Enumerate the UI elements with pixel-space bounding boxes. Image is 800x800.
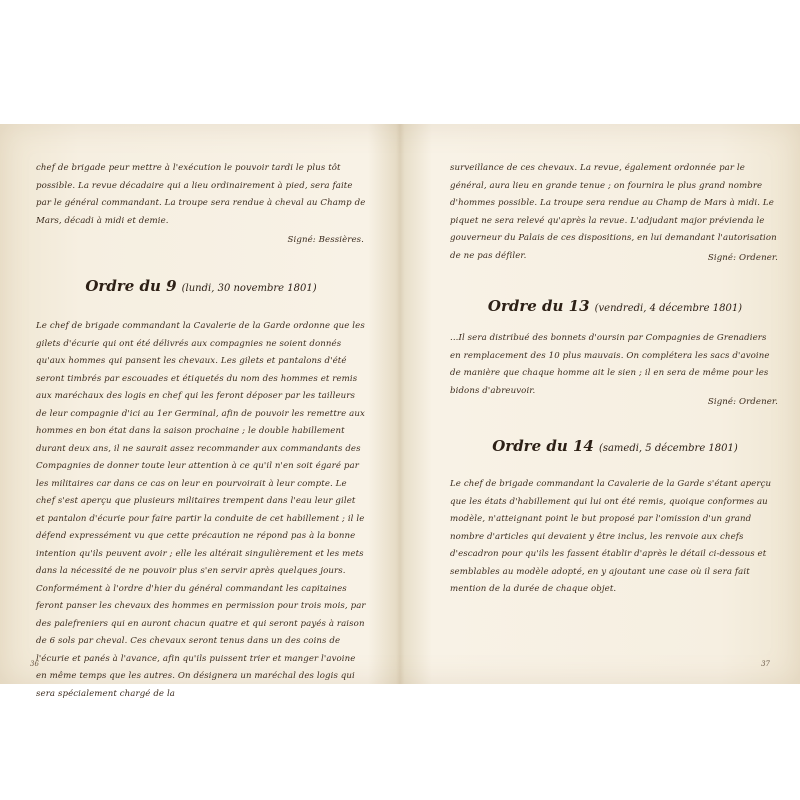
order-date: (vendredi, 4 décembre 1801) <box>594 303 743 314</box>
order-9-text: Le chef de brigade commandant la Cavalerie de la Garde ordonne que les gilets d'écurie qui ont été délivrés aux compagnies ne soient donnés qu'aux hommes qui pansent les chevaux. Les gilets et pantalons d'été seront timbrés par escouades et étiquetés du nom des hommes et remis aux maréchaux des logis en chef qui les feront déposer par les tailleurs de leur compagnie d'ici au 1er Germinal, afin de pouvoir les remettre aux hommes en bon état dans la saison prochaine ; le double habillement durant deux ans, il ne saurait assez recommander aux commandants des Compagnies de donner toute leur attention à ce qu'il n'en soit égaré par les militaires car dans ce cas on leur en pourvoirait à leur compte. Le chef s'est aperçu que plusieurs militaires trempent dans l'eau leur gilet et pantalon d'écurie pour faire partir la conduite de cet habillement ; il le défend expressément vu que cette précaution ne répond pas à la bonne intention qu'ils peuvent avoir ; elle les altérait singulièrement et les mets dans la nécessité de ne pouvoir plus s'en servir après quelques jours. Conformément à l'ordre d'hier du général commandant les capitaines feront panser les chevaux des hommes en permission pour trois mois, par des palefreniers qui en auront chacun quatre et qui seront payés à raison de 6 sols par cheval. Ces chevaux seront tenus dans un des coins de l'écurie et panés à l'avance, afin qu'ils puissent trier et manger l'avoine en même temps que les autres. On désignera un maréchal des logis qui sera spécialement chargé de la <box>36 321 366 699</box>
order-13-text: ...Il sera distribué des bonnets d'oursin par Compagnies de Grenadiers en remplacement des 10 plus mauvais. On complétera les sacs d'avoine de manière que chaque homme ait le sien ; il en sera de même pour les bidons d'abreuvoir. <box>450 333 770 396</box>
right-intro-text: surveillance de ces chevaux. La revue, également ordonnée par le général, aura lieu en grande tenue ; on fournira le plus grand nombre d'hommes possible. La troupe sera rendue au Champ de Mars à midi. Le piquet ne sera relevé qu'après la revue. L'adjudant major prévienda le gouverneur du Palais de ces dispositions, en lui demandant l'autorisation de ne pas défiler. <box>450 163 777 261</box>
page-number-left: 36 <box>30 660 39 668</box>
order-title: Ordre du 14 <box>492 437 594 455</box>
order-13-signature: Signé: Ordener. <box>707 397 778 407</box>
order-heading-9 <box>36 276 366 295</box>
order-date: (samedi, 5 décembre 1801) <box>598 443 738 454</box>
order-title: Ordre du 9 <box>85 277 177 295</box>
left-intro-signature: Signé: Bessières. <box>287 235 364 245</box>
book-spread <box>0 124 800 699</box>
right-intro-signature: Signé: Ordener. <box>707 253 778 263</box>
order-14-text: Le chef de brigade commandant la Cavalerie de la Garde s'étant aperçu que les états d'habillement qui lui ont été remis, quoique conformes au modèle, n'atteignant point le but proposé par l'omission d'un grand nombre d'articles qui devaient y être inclus, les renvoie aux chefs d'escadron pour qu'ils les fassent établir d'après le détail ci-dessous et semblables au modèle adopté, en y ajoutant une case où il sera fait mention de la durée de chaque objet. <box>450 479 772 594</box>
page-number-right: 37 <box>761 660 770 668</box>
order-heading-14 <box>450 436 780 455</box>
left-page <box>0 124 400 699</box>
order-title: Ordre du 13 <box>487 297 590 315</box>
left-intro-text: chef de brigade peur mettre à l'exécution le pouvoir tardi le plus tôt possible. La revue décadaire qui a lieu ordinairement à pied, sera faite par le général commandant. La troupe sera rendue à cheval au Champ de Mars, décadi à midi et demie. <box>36 163 366 226</box>
order-date: (lundi, 30 novembre 1801) <box>181 283 317 294</box>
right-page <box>400 124 800 684</box>
order-heading-13 <box>450 296 780 315</box>
